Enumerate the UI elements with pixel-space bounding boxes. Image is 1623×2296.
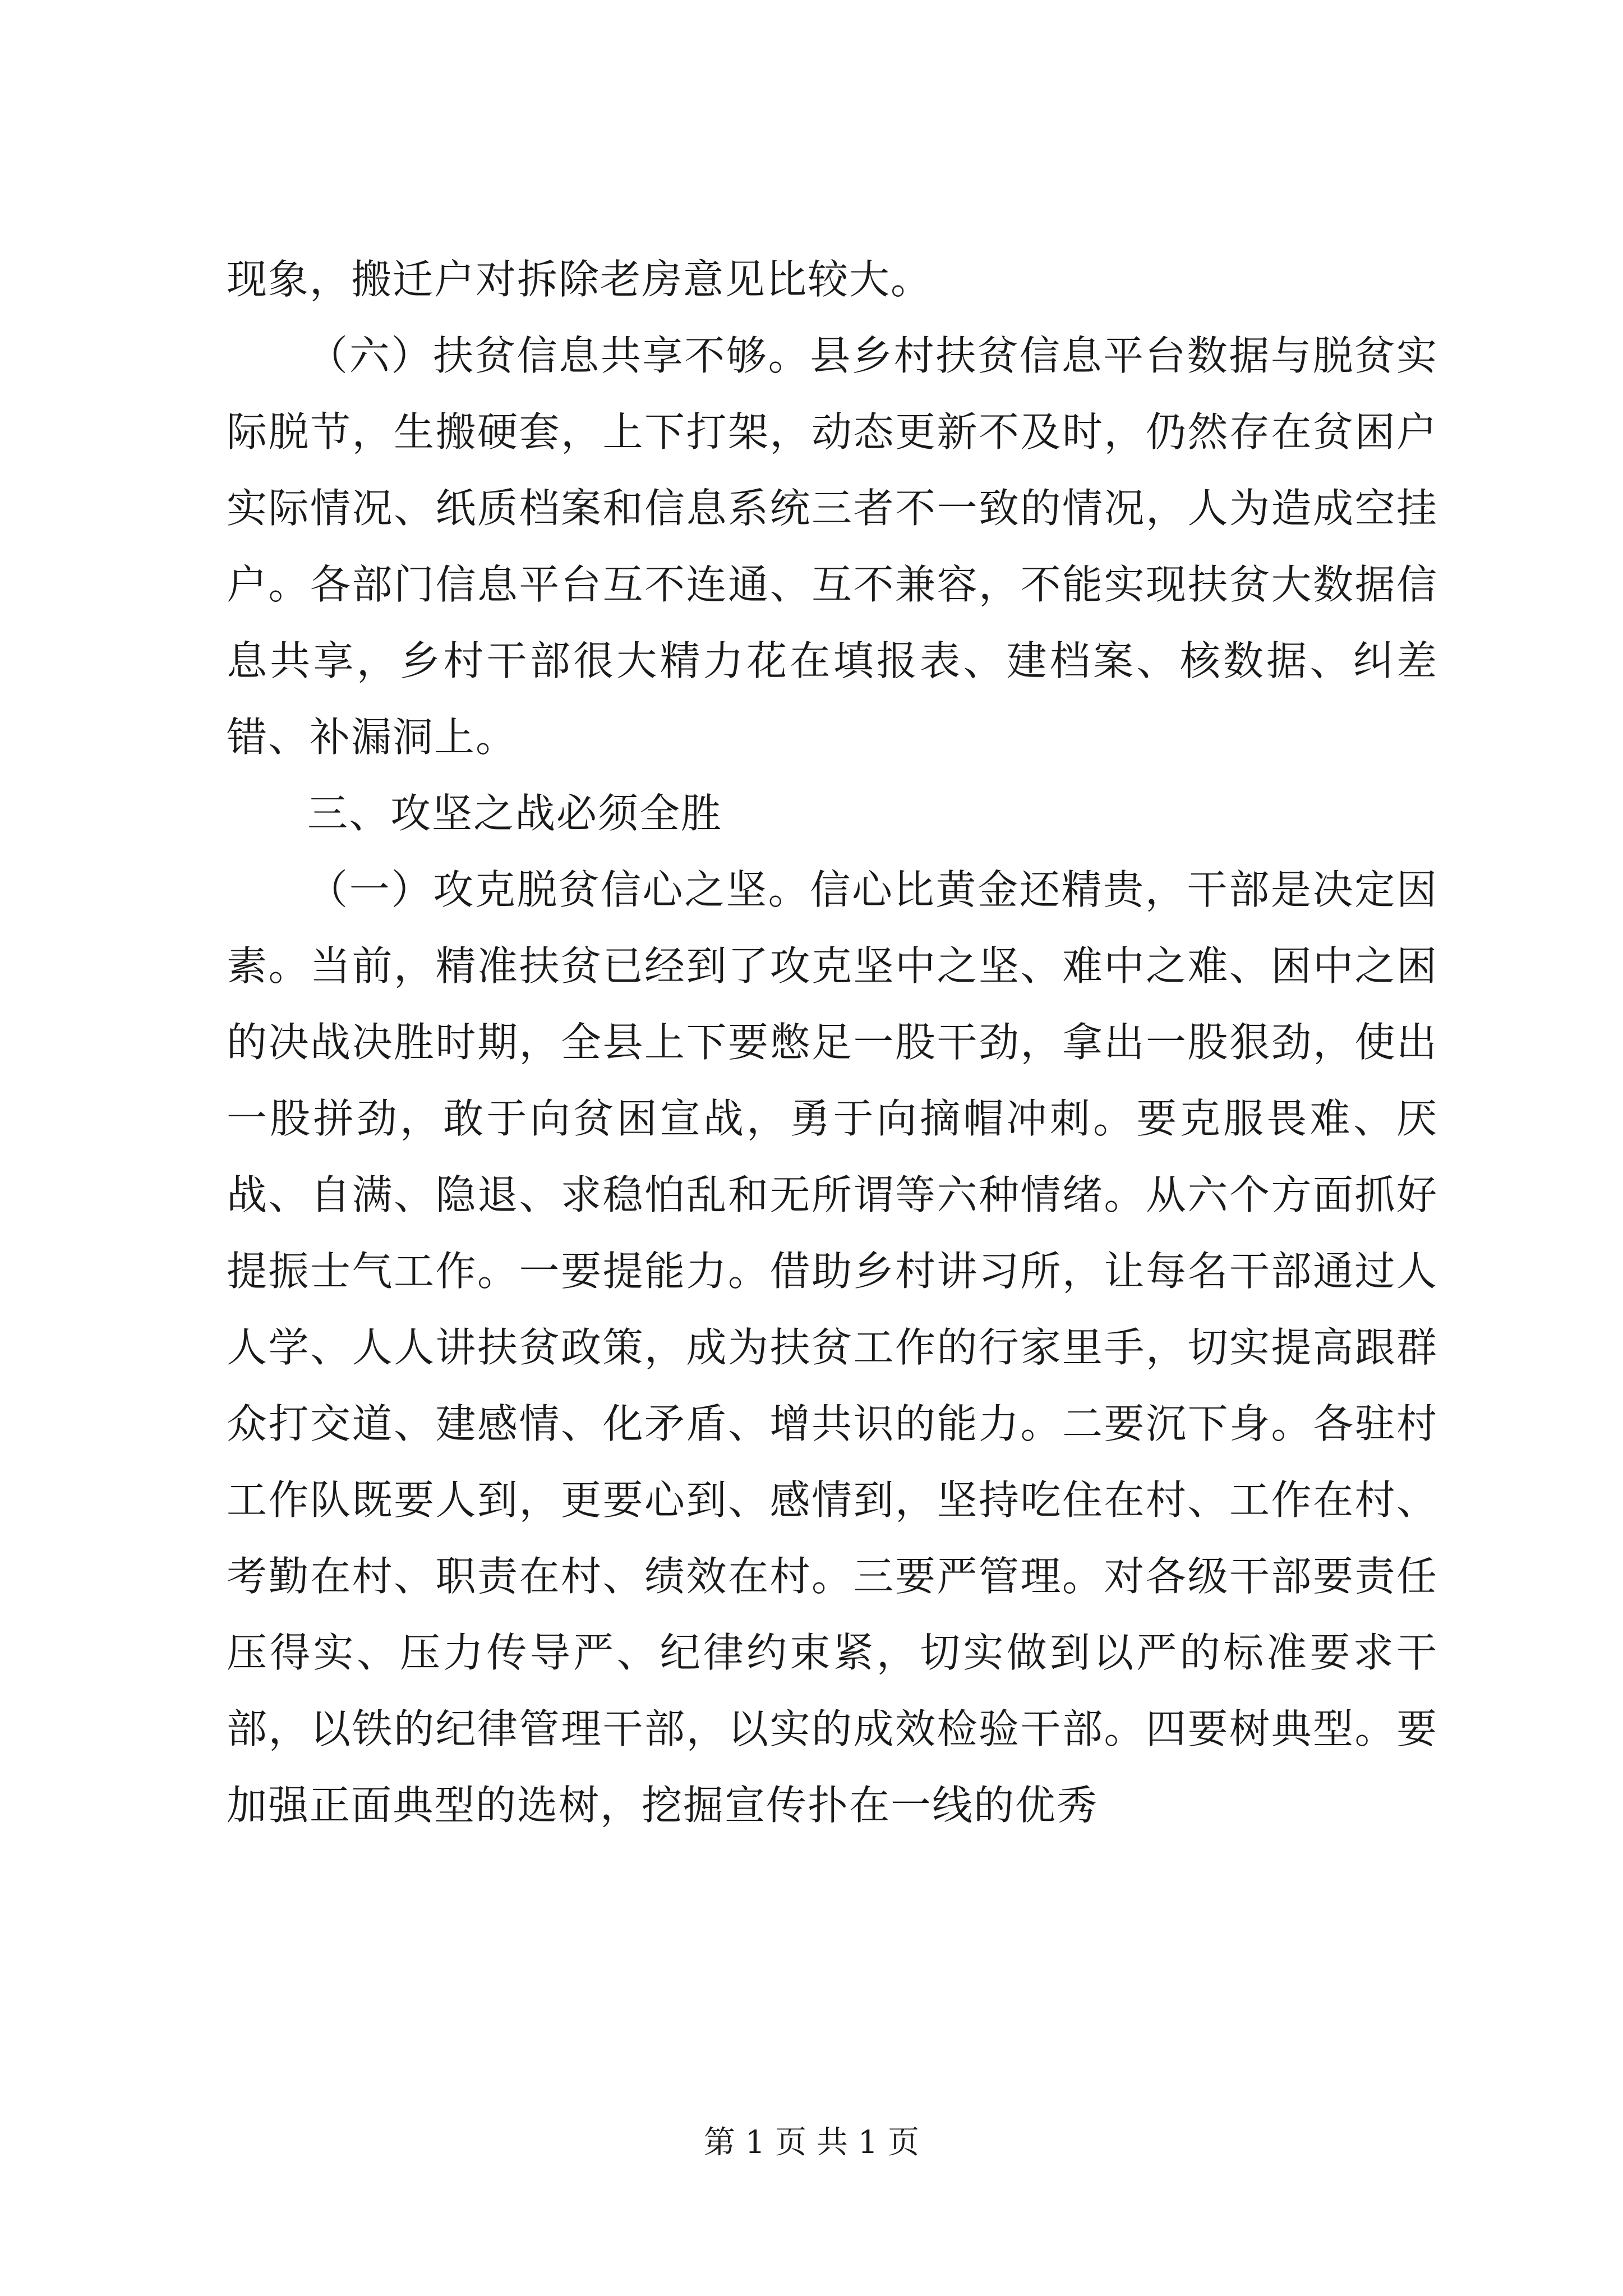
section-heading: 三、攻坚之战必须全胜: [307, 790, 723, 837]
paragraph-1: 现象，搬迁户对拆除老房意见比较大。: [227, 256, 933, 303]
paragraph-3: （一）攻克脱贫信心之坚。信心比黄金还精贵，干部是决定因素。当前，精准扶贫已经到了攻克坚中之坚、难中之难、困中之困的决战决胜时期，全县上下要憋足一股干劲，拿出一股狠劲，使出一股拼劲，敢于向贫困宣战，勇于向摘帽冲刺。要克服畏难、厌战、自满、隐退、求稳怕乱和无所谓等六种情绪。从六个方面抓好提振士气工作。一要提能力。借助乡村讲习所，让每名干部通过人人学、人人讲扶贫政策，成为扶贫工作的行家里手，切实提高跟群众打交道、建感情、化矛盾、增共识的能力。二要沉下身。各驻村工作队既要人到，更要心到、感情到，坚持吃住在村、工作在村、考勤在村、职责在村、绩效在村。三要严管理。对各级干部要责任压得实、压力传导严、纪律约束紧，切实做到以严的标准要求干部，以铁的纪律管理干部，以实的成效检验干部。四要树典型。要加强正面典型的选树，挖掘宣传扑在一线的优秀: [227, 866, 1438, 1829]
page-footer: 第 1 页 共 1 页: [703, 2124, 920, 2161]
document-body: [227, 241, 1438, 1843]
paragraph-2: （六）扶贫信息共享不够。县乡村扶贫信息平台数据与脱贫实际脱节，生搬硬套，上下打架，动态更新不及时，仍然存在贫困户实际情况、纸质档案和信息系统三者不一致的情况，人为造成空挂户。各部门信息平台互不连通、互不兼容，不能实现扶贫大数据信息共享，乡村干部很大精力花在填报表、建档案、核数据、纠差错、补漏洞上。: [227, 332, 1438, 761]
